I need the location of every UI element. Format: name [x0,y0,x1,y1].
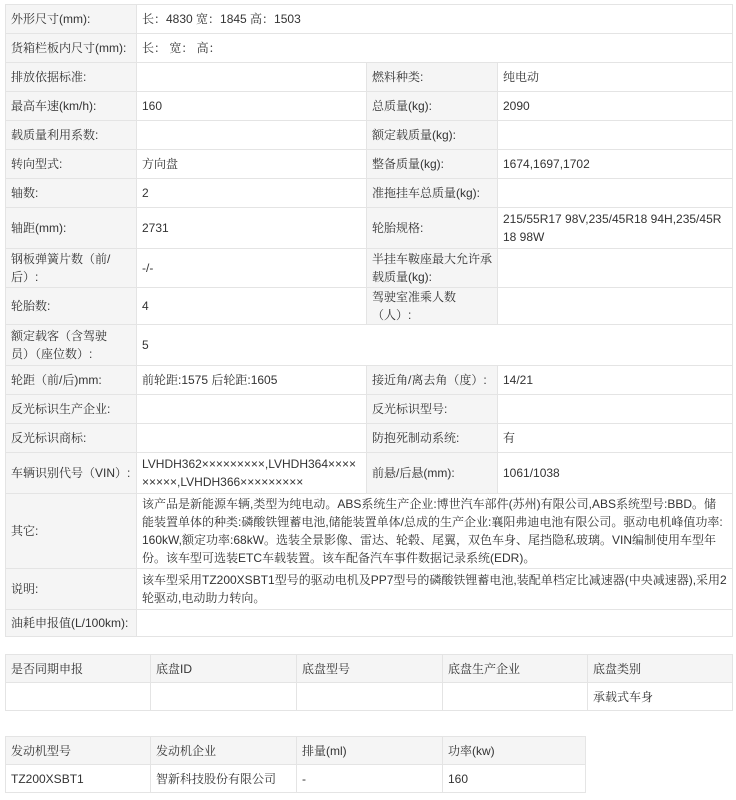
spec-row [6,150,733,179]
cargo-size-label: 货箱栏板内尺寸(mm): [6,34,137,63]
engine-data-row [6,765,586,793]
fuel-value: 纯电动 [498,63,733,92]
engine-table [5,736,586,793]
chassis-header-cell: 底盘型号 [297,655,443,683]
reflect-model-value [498,395,733,424]
spec-row [6,494,733,569]
track-value: 前轮距:1575 后轮距:1605 [137,366,367,395]
note-label: 说明: [6,569,137,610]
other-label: 其它: [6,494,137,569]
engine-cell: TZ200XSBT1 [6,765,151,793]
vehicle-spec-table [5,4,733,637]
curb-mass-value: 1674,1697,1702 [498,150,733,179]
steering-label: 转向型式: [6,150,137,179]
chassis-cell [151,683,297,711]
tire-spec-value: 215/55R17 98V,235/45R18 94H,235/45R18 98W [498,208,733,249]
saddle-mass-label: 半挂车鞍座最大允许承载质量(kg): [367,249,498,288]
other-value: 该产品是新能源车辆,类型为纯电动。ABS系统生产企业:博世汽车部件(苏州)有限公司,ABS系统型号:BBD。储能装置单体的种类:磷酸铁锂蓄电池,储能装置单体/总成的生产企业:襄阳弗迪电池有限公司。驱动电机峰值功率:160kW,额定功率:68kW。选装全景影像、雷达、轮毂、尾翼，双色车身、尾挡隐私玻璃。VIN编制使用车型年份。该车型可选装ETC车载装置。该车配备汽车事件数据记录系统(EDR)。 [137,494,733,569]
chassis-cell [6,683,151,711]
engine-cell: 智新科技股份有限公司 [151,765,297,793]
spec-row [6,92,733,121]
engine-header-cell: 功率(kw) [443,737,586,765]
overhang-value: 1061/1038 [498,453,733,494]
abs-label: 防抱死制动系统: [367,424,498,453]
trailer-mass-value [498,179,733,208]
chassis-header-cell: 底盘生产企业 [443,655,588,683]
spec-row [6,366,733,395]
max-speed-label: 最高车速(km/h): [6,92,137,121]
spec-row [6,569,733,610]
angle-value: 14/21 [498,366,733,395]
spec-row [6,610,733,637]
steering-value: 方向盘 [137,150,367,179]
spec-row [6,395,733,424]
note-value: 该车型采用TZ200XSBT1型号的驱动电机及PP7型号的磷酸铁锂蓄电池,装配单档定比减速器(中央减速器),采用2轮驱动,电动助力转向。 [137,569,733,610]
chassis-cell [443,683,588,711]
overhang-label: 前悬/后悬(mm): [367,453,498,494]
curb-mass-label: 整备质量(kg): [367,150,498,179]
vin-value: LVHDH362×××××××××,LVHDH364×××××××××,LVHDH366××××××××× [137,453,367,494]
axles-label: 轴数: [6,179,137,208]
wheelbase-label: 轴距(mm): [6,208,137,249]
cab-value [498,288,733,325]
emission-value [137,63,367,92]
total-mass-label: 总质量(kg): [367,92,498,121]
spec-row [6,424,733,453]
chassis-data-row [6,683,733,711]
passengers-label: 额定载客（含驾驶员）（座位数）: [6,325,137,366]
chassis-header-cell: 是否同期申报 [6,655,151,683]
tires-label: 轮胎数: [6,288,137,325]
spec-row [6,179,733,208]
spec-row [6,288,733,325]
total-mass-value: 2090 [498,92,733,121]
engine-cell: 160 [443,765,586,793]
leaf-spring-label: 钢板弹簧片数（前/后）: [6,249,137,288]
spec-row [6,453,733,494]
spec-row [6,208,733,249]
fuel-consumption-label: 油耗申报值(L/100km): [6,610,137,637]
wheelbase-value: 2731 [137,208,367,249]
fuel-label: 燃料种类: [367,63,498,92]
spec-row [6,5,733,34]
spec-row [6,325,733,366]
axles-value: 2 [137,179,367,208]
leaf-spring-value: -/- [137,249,367,288]
passengers-value: 5 [137,325,733,366]
engine-header-row [6,737,586,765]
chassis-header-cell: 底盘类别 [588,655,733,683]
outer-size-label: 外形尺寸(mm): [6,5,137,34]
chassis-cell [297,683,443,711]
trailer-mass-label: 准拖挂车总质量(kg): [367,179,498,208]
chassis-header-cell: 底盘ID [151,655,297,683]
emission-label: 排放依据标准: [6,63,137,92]
engine-header-cell: 排量(ml) [297,737,443,765]
rated-load-value [498,121,733,150]
cab-label: 驾驶室准乘人数（人）: [367,288,498,325]
reflect-brand-value [137,424,367,453]
vin-label: 车辆识别代号（VIN）: [6,453,137,494]
engine-header-cell: 发动机型号 [6,737,151,765]
reflect-brand-label: 反光标识商标: [6,424,137,453]
load-util-label: 载质量利用系数: [6,121,137,150]
spec-row [6,63,733,92]
tire-spec-label: 轮胎规格: [367,208,498,249]
load-util-value [137,121,367,150]
saddle-mass-value [498,249,733,288]
outer-size-value: 长：4830 宽：1845 高：1503 [137,5,733,34]
engine-cell: - [297,765,443,793]
tires-value: 4 [137,288,367,325]
right-edge-fade [580,736,736,800]
chassis-header-row [6,655,733,683]
reflect-model-label: 反光标识型号: [367,395,498,424]
spec-row [6,121,733,150]
spec-row [6,34,733,63]
reflect-maker-value [137,395,367,424]
max-speed-value: 160 [137,92,367,121]
chassis-cell: 承载式车身 [588,683,733,711]
rated-load-label: 额定载质量(kg): [367,121,498,150]
track-label: 轮距（前/后)mm: [6,366,137,395]
engine-header-cell: 发动机企业 [151,737,297,765]
abs-value: 有 [498,424,733,453]
chassis-table [5,654,733,711]
spec-row [6,249,733,288]
cargo-size-value: 长： 宽： 高： [137,34,733,63]
fuel-consumption-value [137,610,733,637]
angle-label: 接近角/离去角（度）: [367,366,498,395]
reflect-maker-label: 反光标识生产企业: [6,395,137,424]
